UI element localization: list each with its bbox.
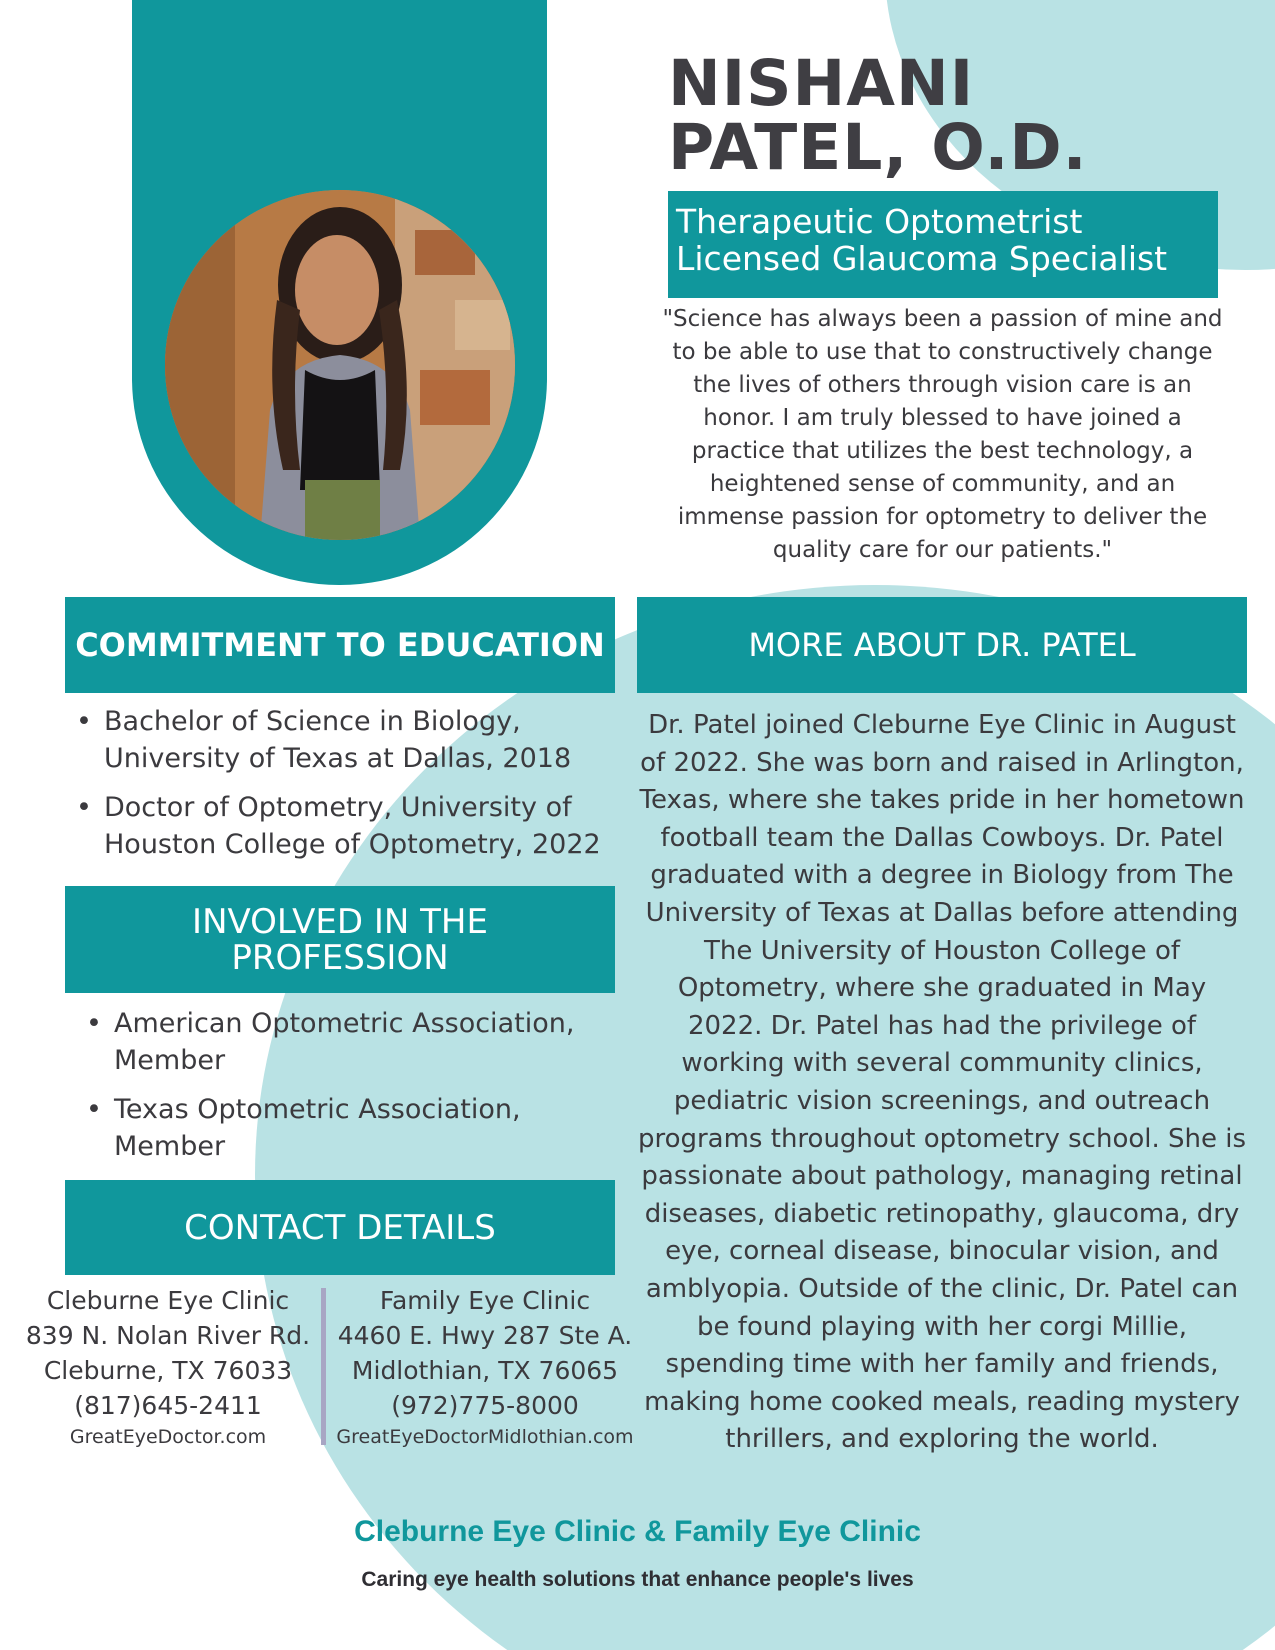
doctor-quote: "Science has always been a passion of mine and to be able to use that to constructively change the lives of others through vision care is an honor. I am truly blessed to have joined a practice that utilizes the best technology, a heightened sense of community, and an immense passion for optometry to deliver the quality care for our patients." bbox=[662, 306, 1223, 563]
profession-item: • Texas Optometric Association, Member bbox=[82, 1091, 622, 1165]
credential-line1: Therapeutic Optometrist bbox=[676, 202, 1083, 241]
profession-heading-line2: PROFESSION bbox=[231, 937, 449, 978]
about-heading bbox=[637, 597, 1247, 693]
portrait-photo-icon bbox=[165, 190, 515, 540]
education-item: • Bachelor of Science in Biology, University of Texas at Dallas, 2018 bbox=[72, 703, 632, 777]
clinic-address: 839 N. Nolan River Rd. bbox=[25, 1321, 311, 1350]
contact-clinic-cleburne bbox=[18, 1283, 318, 1451]
portrait-photo bbox=[165, 190, 515, 540]
doctor-name-line1: NISHANI bbox=[668, 47, 975, 120]
education-list bbox=[72, 703, 632, 875]
education-heading bbox=[65, 597, 615, 693]
profession-heading bbox=[65, 886, 615, 993]
profession-item: • American Optometric Association, Member bbox=[82, 1005, 622, 1079]
clinic-website: GreatEyeDoctor.com bbox=[69, 1426, 267, 1448]
contact-heading bbox=[65, 1180, 615, 1275]
education-item: • Doctor of Optometry, University of Houston College of Optometry, 2022 bbox=[72, 789, 632, 863]
footer-tagline: Caring eye health solutions that enhance people's lives bbox=[361, 1568, 914, 1591]
profession-list bbox=[82, 1005, 622, 1177]
clinic-address: 4460 E. Hwy 287 Ste A. bbox=[337, 1321, 633, 1350]
contact-clinic-midlothian bbox=[330, 1283, 640, 1451]
clinic-phone: (972)775-8000 bbox=[391, 1391, 579, 1420]
education-heading-text: COMMITMENT TO EDUCATION bbox=[75, 626, 605, 664]
clinic-phone: (817)645-2411 bbox=[74, 1391, 262, 1420]
about-body: Dr. Patel joined Cleburne Eye Clinic in August of 2022. She was born and raised in Arlington, Texas, where she takes pride in her hometown football team the Dallas Cowboys. Dr. Patel graduated with a degree in Biology from The University of Texas at Dallas before attending The University of Houston College of Optometry, where she graduated in May 2022. Dr. Patel has had the privilege of working with several community clinics, pediatric vision screenings, and outreach programs throughout optometry school. She is passionate about pathology, managing retinal diseases, diabetic retinopathy, glaucoma, dry eye, corneal disease, binocular vision, and amblyopia. Outside of the clinic, Dr. Patel can be found playing with her corgi Millie, spending time with her family and friends, making home cooked meals, reading mystery thrillers, and exploring the world. bbox=[637, 710, 1247, 1455]
doctor-name bbox=[668, 47, 1088, 184]
contact-heading-text: CONTACT DETAILS bbox=[184, 1207, 496, 1248]
clinic-website: GreatEyeDoctorMidlothian.com bbox=[336, 1426, 634, 1448]
credentials-box bbox=[668, 191, 1218, 298]
footer-title: Cleburne Eye Clinic & Family Eye Clinic bbox=[354, 1515, 921, 1548]
contact-divider bbox=[321, 1288, 326, 1445]
doctor-name-line2: PATEL, O.D. bbox=[668, 111, 1088, 184]
clinic-city: Cleburne, TX 76033 bbox=[43, 1356, 293, 1385]
clinic-city: Midlothian, TX 76065 bbox=[351, 1356, 619, 1385]
clinic-name: Cleburne Eye Clinic bbox=[46, 1286, 290, 1315]
credential-line2: Licensed Glaucoma Specialist bbox=[676, 239, 1168, 278]
clinic-name: Family Eye Clinic bbox=[379, 1286, 591, 1315]
about-heading-text: MORE ABOUT DR. PATEL bbox=[748, 626, 1136, 664]
profession-heading-line1: INVOLVED IN THE bbox=[192, 901, 488, 942]
